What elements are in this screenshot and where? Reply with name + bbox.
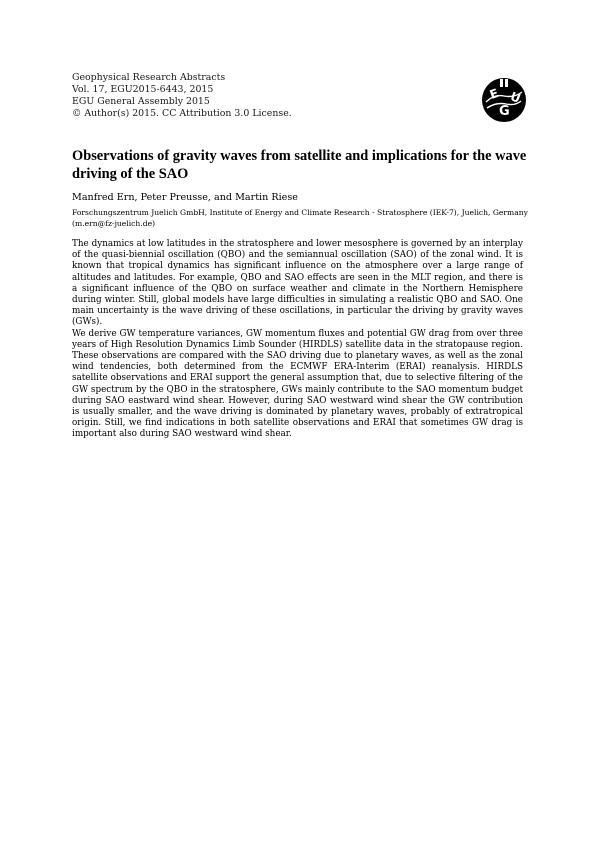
egu-logo-icon (480, 76, 528, 124)
svg-text:U: U (508, 89, 523, 106)
abstract-paragraph: We derive GW temperature variances, GW momentum fluxes and potential GW drag from over three years of High Resolution Dynamics Limb Sounder (HIRDLS) satellite data in the stratopause region. These observations are compared with the SAO driving due to planetary waves, as well as the zonal wind tendencies, both determined from the ECMWF ERA-Interim (ERAI) reanalysis. HIRDLS satellite observations and ERAI support the general assumption that, due to selective filtering of the GW spectrum by the QBO in the stratosphere, GWs mainly contribute to the SAO momentum budget during SAO eastward wind shear. However, during SAO westward wind shear the GW contribution is usually smaller, and the wave driving is dominated by planetary waves, probably of extratropical origin. Still, we find indications in both satellite observations and ERAI that sometimes GW drag is important also during SAO westward wind shear. (72, 328, 523, 440)
author-affiliation: Forschungszentrum Juelich GmbH, Institute of Energy and Climate Research - Stratosphere (IEK-7), Juelich, Germany (m.ern@fz-juelich.de) (72, 208, 528, 228)
svg-text:G: G (499, 104, 510, 119)
publication-header (72, 72, 292, 120)
author-list: Manfred Ern, Peter Preusse, and Martin Riese (72, 192, 298, 203)
abstract-body (72, 239, 523, 441)
journal-name: Geophysical Research Abstracts (72, 72, 226, 83)
svg-text:E: E (487, 85, 501, 102)
volume-info: Vol. 17, EGU2015-6443, 2015 (72, 84, 214, 95)
license-info: © Author(s) 2015. CC Attribution 3.0 License. (72, 108, 292, 119)
abstract-paragraph: The dynamics at low latitudes in the stratosphere and lower mesosphere is governed by an interplay of the quasi-biennial oscillation (QBO) and the semiannual oscillation (SAO) of the zonal wind. It is known that tropical dynamics has significant influence on the atmosphere over a large range of altitudes and latitudes. For example, QBO and SAO effects are seen in the MLT region, and there is a significant influence of the QBO on surface weather and climate in the Northern Hemisphere during winter. Still, global models have large difficulties in simulating a realistic QBO and SAO. One main uncertainty is the wave driving of these oscillations, in particular the driving by gravity waves (GWs). (72, 239, 523, 328)
paper-title: Observations of gravity waves from satellite and implications for the wave driving of the SAO (72, 148, 527, 182)
assembly-info: EGU General Assembly 2015 (72, 96, 210, 107)
